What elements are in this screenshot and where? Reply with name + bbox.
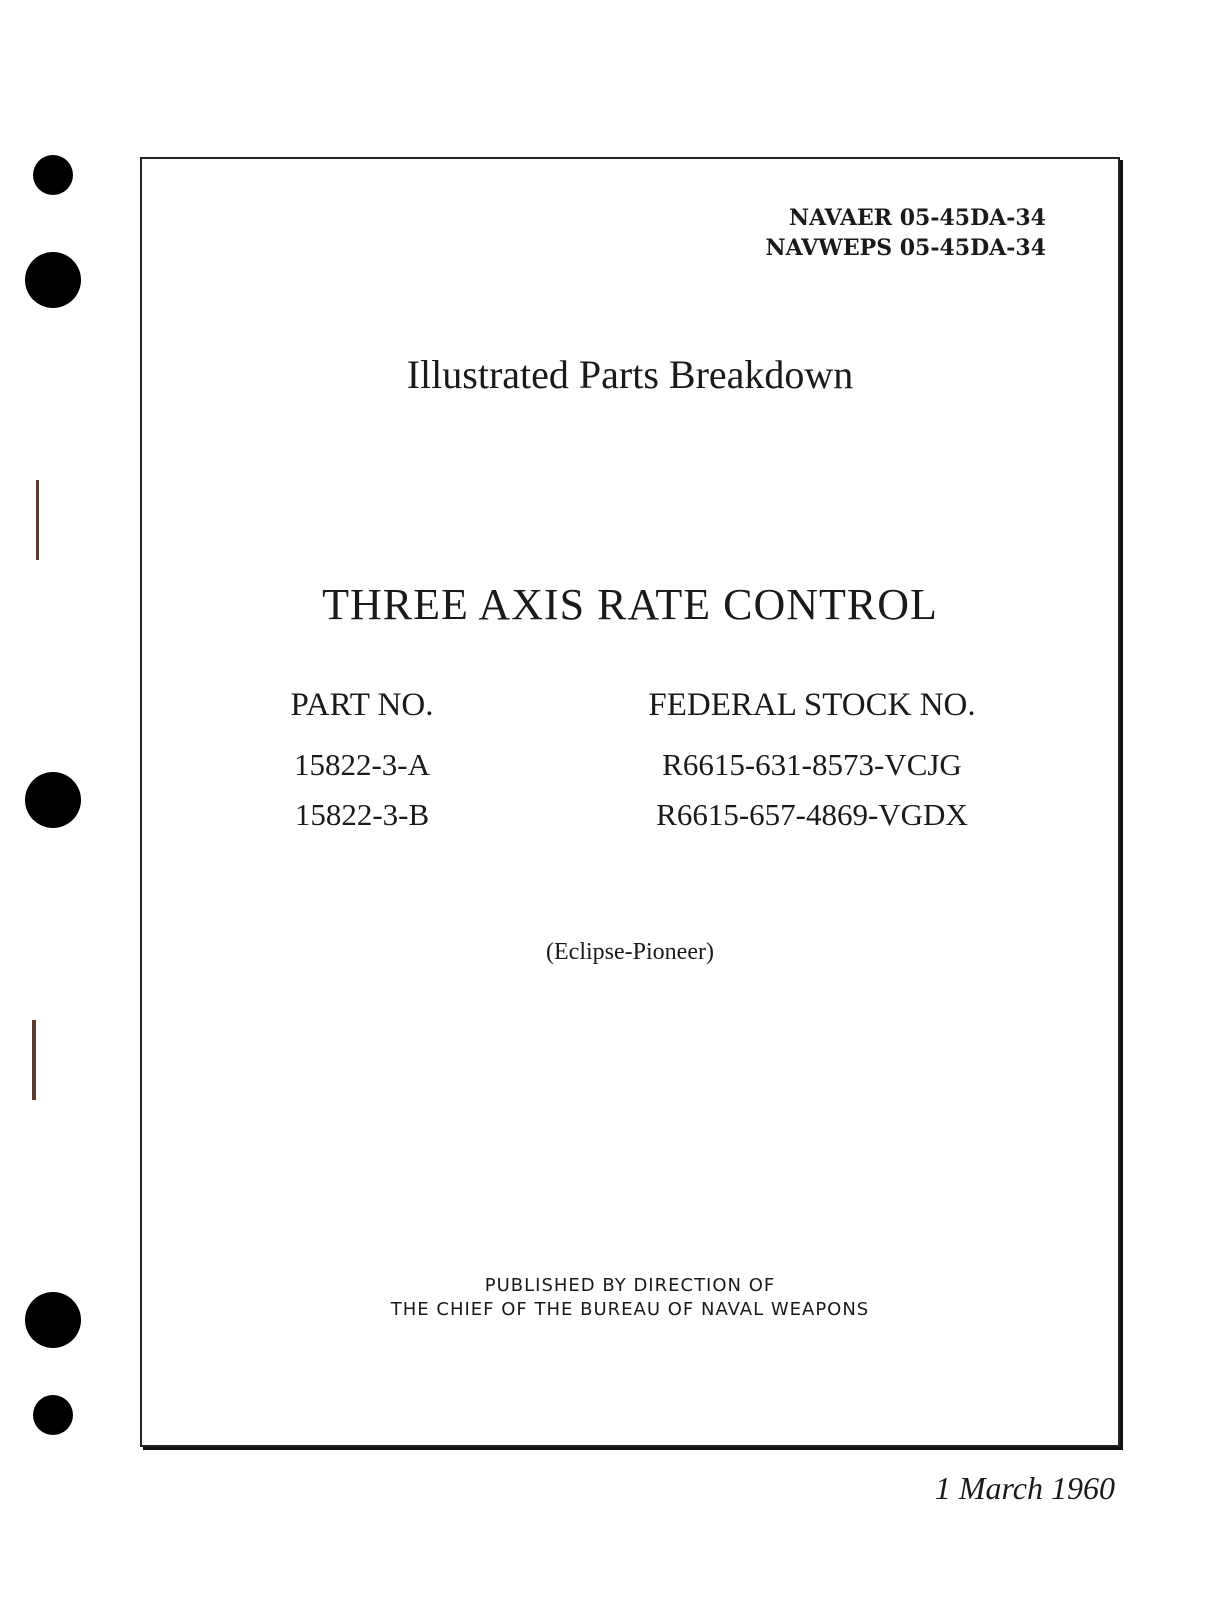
stock-number-column xyxy=(602,687,1022,840)
manufacturer: (Eclipse-Pioneer) xyxy=(546,939,714,965)
part-number: 15822-3-B xyxy=(294,797,430,832)
stock-number: R6615-657-4869-VGDX xyxy=(656,797,968,832)
parts-table xyxy=(242,687,1022,857)
punch-hole xyxy=(25,772,81,828)
navweps-number: NAVWEPS 05-45DA-34 xyxy=(765,235,1046,261)
publisher-statement xyxy=(142,1274,1118,1322)
document-type: Illustrated Parts Breakdown xyxy=(406,352,854,397)
scan-mark xyxy=(36,480,39,560)
navaer-number: NAVAER 05-45DA-34 xyxy=(789,205,1046,231)
scan-mark xyxy=(32,1020,36,1100)
stock-number: R6615-631-8573-VCJG xyxy=(662,747,962,782)
publication-date: 1 March 1960 xyxy=(934,1470,1115,1506)
stock-number-header: FEDERAL STOCK NO. xyxy=(648,687,976,723)
document-title: THREE AXIS RATE CONTROL xyxy=(322,580,938,629)
part-number-column xyxy=(242,687,482,840)
title-page-frame xyxy=(140,157,1120,1447)
punch-hole xyxy=(33,155,73,195)
punch-hole xyxy=(25,1292,81,1348)
punch-hole xyxy=(25,252,81,308)
publisher-line: THE CHIEF OF THE BUREAU OF NAVAL WEAPONS xyxy=(390,1299,870,1320)
part-number: 15822-3-A xyxy=(293,747,431,782)
part-number-header: PART NO. xyxy=(290,687,434,723)
punch-hole xyxy=(33,1395,73,1435)
document-numbers xyxy=(766,203,1046,263)
publisher-line: PUBLISHED BY DIRECTION OF xyxy=(484,1275,776,1296)
